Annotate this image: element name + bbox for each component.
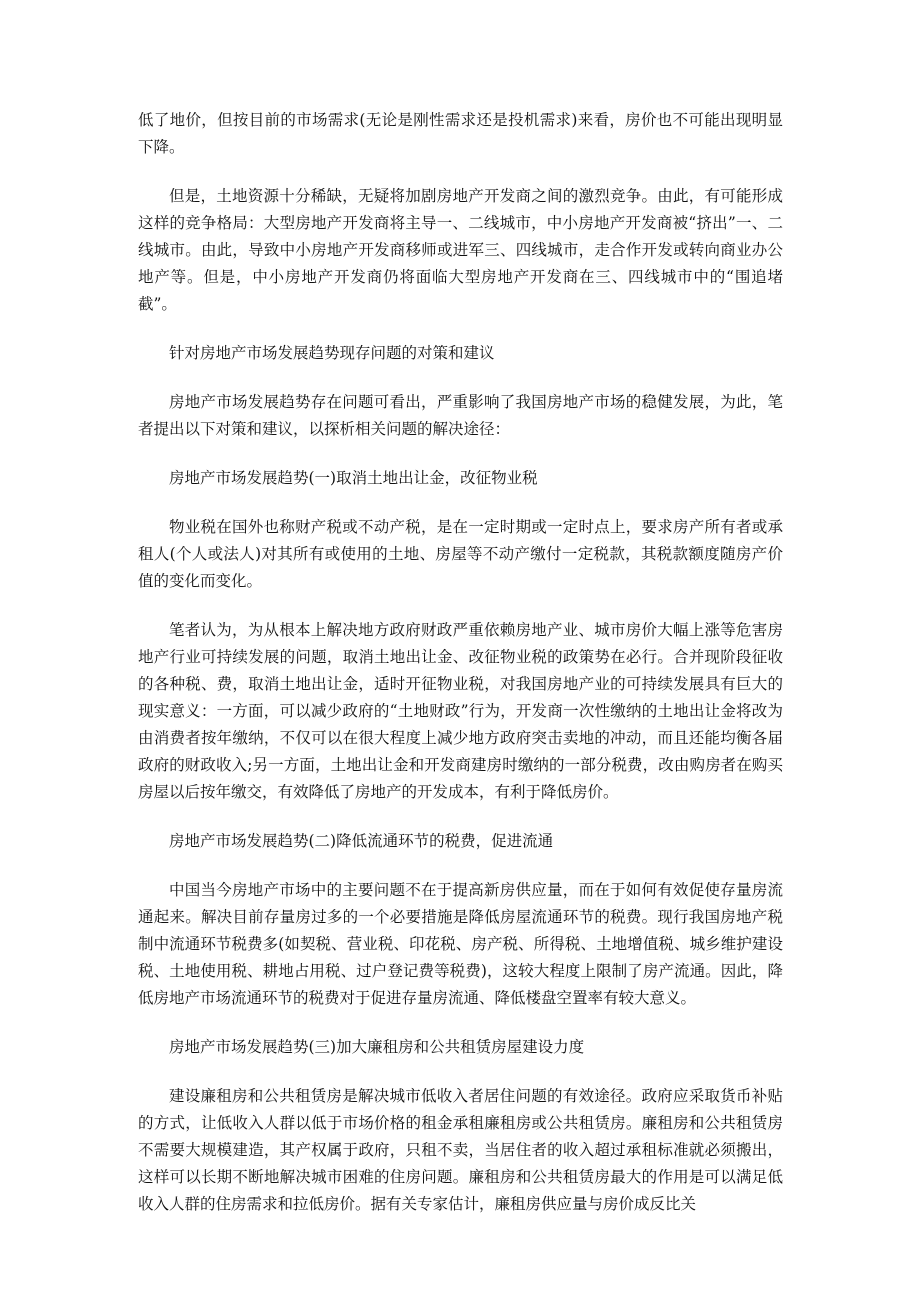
paragraph-countermeasures-intro: 房地产市场发展趋势存在问题可看出，严重影响了我国房地产市场的稳健发展，为此，笔者提出以下对策和建议，以探析相关问题的解决途径： [138, 393, 783, 438]
paragraph-circulation-tax: 中国当今房地产市场中的主要问题不在于提高新房供应量，而在于如何有效促使存量房流通起来。解决目前存量房过多的一个必要措施是降低房屋流通环节的税费。现行我国房地产税制中流通环节税费多(如契税、营业税、印花税、房产税、所得税、土地增值税、城乡维护建设税、土地使用税、耕地占用税、过户登记费等税费)，这较大程度上限制了房产流通。因此，降低房地产市场流通环节的税费对于促进存量房流通、降低楼盘空置率有较大意义。 [138, 881, 783, 1007]
paragraph-continuation: 低了地价，但按目前的市场需求(无论是刚性需求还是投机需求)来看，房价也不可能出现明显下降。 [138, 111, 783, 156]
paragraph-low-rent-housing: 建设廉租房和公共租赁房是解决城市低收入者居住问题的有效途径。政府应采取货币补贴的方式，让低收入人群以低于市场价格的租金承租廉租房或公共租赁房。廉租房和公共租赁房不需要大规模建造，其产权属于政府，只租不卖，当居住者的收入超过承租标准就必须搬出，这样可以长期不断地解决城市困难的住房问题。廉租房和公共租赁房最大的作用是可以满足低收入人群的住房需求和拉低房价。据有关专家估计，廉租房供应量与房价成反比关 [138, 1087, 783, 1213]
section-heading-countermeasures: 针对房地产市场发展趋势现存问题的对策和建议 [169, 344, 495, 362]
paragraph-land-competition: 但是，土地资源十分稀缺，无疑将加剧房地产开发商之间的激烈竞争。由此，有可能形成这样的竞争格局：大型房地产开发商将主导一、二线城市，中小房地产开发商被“挤出”一、二线城市。由此，导致中小房地产开发商移师或进军三、四线城市，走合作开发或转向商业办公地产等。但是，中小房地产开发商仍将面临大型房地产开发商在三、四线城市中的“围追堵截”。 [138, 187, 783, 313]
paragraph-property-tax-argument: 笔者认为，为从根本上解决地方政府财政严重依赖房地产业、城市房价大幅上涨等危害房地产行业可持续发展的问题，取消土地出让金、改征物业税的政策势在必行。合并现阶段征收的各种税、费，取消土地出让金，适时开征物业税，对我国房地产业的可持续发展具有巨大的现实意义：一方面，可以减少政府的“土地财政”行为，开发商一次性缴纳的土地出让金将改为由消费者按年缴纳，不仅可以在很大程度上减少地方政府突击卖地的冲动，而且还能均衡各届政府的财政收入;另一方面，土地出让金和开发商建房时缴纳的一部分税费，改由购房者在购买房屋以后按年缴交，有效降低了房地产的开发成本，有利于降低房价。 [138, 621, 783, 801]
subheading-property-tax: 房地产市场发展趋势(一)取消土地出让金，改征物业税 [169, 469, 538, 487]
document-body [138, 107, 783, 1240]
paragraph-property-tax-definition: 物业税在国外也称财产税或不动产税，是在一定时期或一定时点上，要求房产所有者或承租人(个人或法人)对其所有或使用的土地、房屋等不动产缴付一定税款，其税款额度随房产价值的变化而变化。 [138, 518, 783, 590]
subheading-low-rent-housing: 房地产市场发展趋势(三)加大廉租房和公共租赁房屋建设力度 [169, 1038, 585, 1056]
subheading-circulation-tax: 房地产市场发展趋势(二)降低流通环节的税费，促进流通 [169, 832, 554, 850]
